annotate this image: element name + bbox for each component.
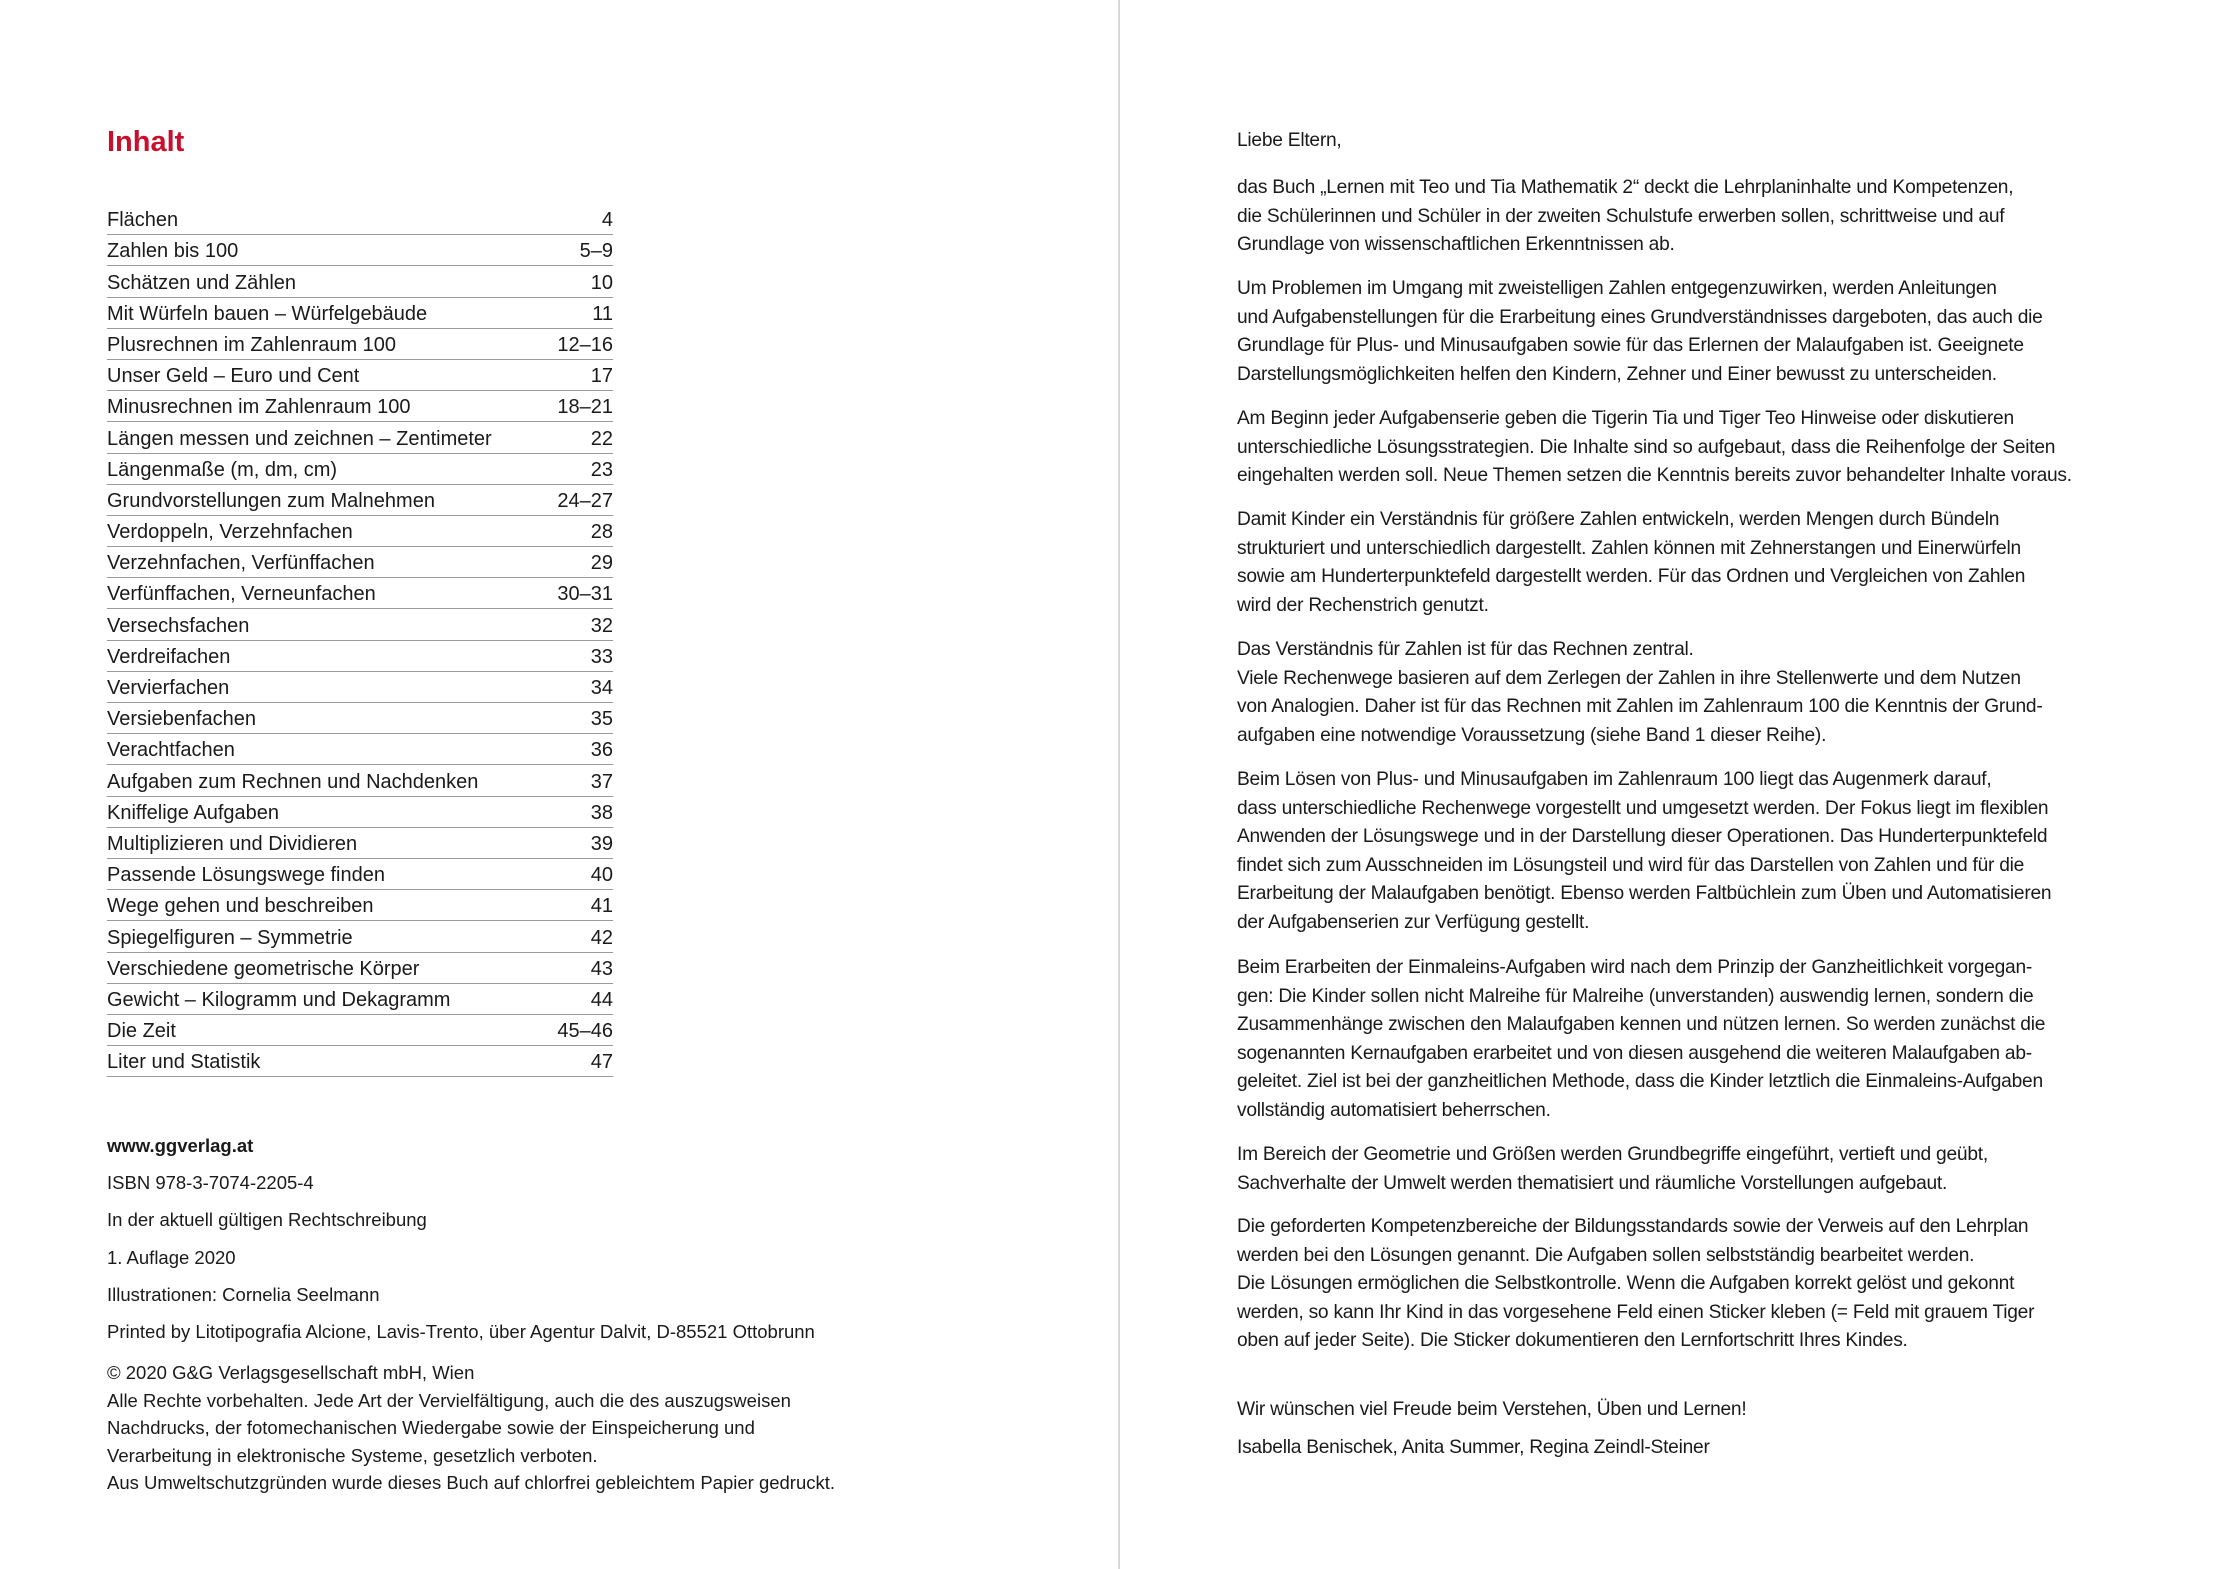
- table-of-contents: [107, 204, 613, 1077]
- toc-entry-page: 44: [590, 988, 613, 1011]
- toc-entry-page: 36: [590, 739, 613, 762]
- paragraph-line: aufgaben eine notwendige Voraussetzung (siehe Band 1 dieser Reihe).: [1237, 724, 1827, 746]
- authors: Isabella Benischek, Anita Summer, Regina Zeindl-Steiner: [1237, 1437, 1710, 1458]
- toc-entry-page: 5–9: [579, 240, 613, 263]
- toc-entry: [107, 204, 613, 235]
- toc-entry-page: 34: [590, 677, 613, 699]
- paragraph-line: Die Lösungen ermöglichen die Selbstkontrolle. Wenn die Aufgaben korrekt gelöst und gekonnt: [1237, 1273, 2015, 1295]
- letter-paragraph: [1237, 506, 2025, 620]
- spelling-note: In der aktuell gültigen Rechtschreibung: [107, 1209, 427, 1231]
- letter-paragraph: [1237, 405, 2072, 491]
- toc-entry-label: Grundvorstellungen zum Malnehmen: [107, 489, 435, 512]
- toc-entry-label: Verfünffachen, Verneunfachen: [107, 583, 376, 606]
- closing-line: Wir wünschen viel Freude beim Verstehen, Üben und Lernen!: [1237, 1399, 1747, 1420]
- paragraph-line: geleitet. Ziel ist bei der ganzheitlichen Methode, dass die Kinder letztlich die Einmaleins-Aufgaben: [1237, 1071, 2043, 1093]
- toc-entry-page: 43: [590, 957, 613, 980]
- paragraph-line: sogenannten Kernaufgaben erarbeitet und von diesen ausgehend die weiteren Malaufgaben ab-: [1237, 1042, 2032, 1064]
- letter-paragraph: [1237, 766, 2051, 938]
- toc-entry-page: 22: [590, 427, 613, 450]
- toc-entry-label: Gewicht – Kilogramm und Dekagramm: [107, 988, 451, 1011]
- paragraph-line: gen: Die Kinder sollen nicht Malreihe für Malreihe (unverstanden) auswendig lernen, sondern die: [1237, 985, 2034, 1007]
- toc-entry-label: Verzehnfachen, Verfünffachen: [107, 552, 375, 575]
- toc-entry-page: 33: [590, 645, 613, 668]
- toc-entry: [107, 1015, 613, 1046]
- paragraph-line: und Aufgabenstellungen für die Erarbeitung eines Grundverständnisses dargeboten, das auch die: [1237, 306, 2043, 328]
- toc-entry-label: Flächen: [107, 209, 179, 232]
- toc-entry: [107, 329, 613, 360]
- toc-entry-label: Wege gehen und beschreiben: [107, 895, 374, 918]
- printer-credit: Printed by Litotipografia Alcione, Lavis-Trento, über Agentur Dalvit, D-85521 Ottobrunn: [107, 1321, 815, 1343]
- toc-entry-page: 32: [590, 614, 613, 637]
- copyright-line: Nachdrucks, der fotomechanischen Wiedergabe sowie der Einspeicherung und: [107, 1417, 755, 1439]
- toc-entry: [107, 360, 613, 391]
- toc-entry: [107, 578, 613, 609]
- toc-entry: [107, 454, 613, 485]
- toc-entry-page: 42: [590, 926, 613, 949]
- toc-entry-page: 11: [592, 302, 613, 325]
- toc-entry-label: Multiplizieren und Dividieren: [107, 832, 358, 855]
- toc-entry: [107, 734, 613, 765]
- toc-entry-label: Liter und Statistik: [107, 1051, 261, 1074]
- toc-entry-page: 39: [590, 832, 613, 855]
- paragraph-line: wird der Rechenstrich genutzt.: [1237, 594, 1489, 616]
- paragraph-line: Grundlage für Plus- und Minusaufgaben sowie für das Erlernen der Malaufgaben ist. Geeignete: [1237, 335, 2024, 357]
- toc-entry: [107, 547, 613, 578]
- toc-entry: [107, 703, 613, 734]
- paragraph-line: Beim Lösen von Plus- und Minusaufgaben im Zahlenraum 100 liegt das Augenmerk darauf,: [1237, 769, 1992, 790]
- paragraph-line: unterschiedliche Lösungsstrategien. Die Inhalte sind so aufgebaut, dass die Reihenfolge der Seiten: [1237, 436, 2056, 458]
- toc-entry-page: 17: [590, 365, 613, 388]
- toc-entry-label: Aufgaben zum Rechnen und Nachdenken: [107, 770, 479, 793]
- letter-paragraph: [1237, 1141, 1988, 1198]
- toc-entry: [107, 298, 613, 329]
- paragraph-line: Darstellungsmöglichkeiten helfen den Kindern, Zehner und Einer bewusst zu unterscheiden.: [1237, 363, 1997, 385]
- toc-entry-page: 28: [590, 521, 613, 544]
- toc-entry-page: 23: [590, 458, 613, 481]
- toc-entry-page: 45–46: [557, 1020, 613, 1043]
- copyright-line: © 2020 G&G Verlagsgesellschaft mbH, Wien: [107, 1362, 475, 1384]
- toc-entry-label: Verschiedene geometrische Körper: [107, 957, 420, 980]
- letter-paragraph: [1237, 1213, 2034, 1356]
- toc-entry-label: Versiebenfachen: [107, 708, 257, 731]
- paragraph-line: Sachverhalte der Umwelt werden thematisiert und räumliche Vorstellungen aufgebaut.: [1237, 1172, 1948, 1194]
- paragraph-line: strukturiert und unterschiedlich dargestellt. Zahlen können mit Zehnerstangen und Einerwürfeln: [1237, 537, 2021, 559]
- toc-entry: [107, 953, 613, 984]
- toc-entry: [107, 235, 613, 266]
- paragraph-line: dass unterschiedliche Rechenwege vorgestellt und umgesetzt werden. Der Fokus liegt im flexiblen: [1237, 797, 2049, 819]
- toc-entry-label: Zahlen bis 100: [107, 240, 239, 263]
- copyright-line: Alle Rechte vorbehalten. Jede Art der Vervielfältigung, auch die des auszugsweisen: [107, 1389, 791, 1411]
- paragraph-line: Anwenden der Lösungswege und in der Darstellung dieser Operationen. Das Hunderterpunktefeld: [1237, 826, 2048, 848]
- toc-entry-page: 24–27: [557, 489, 613, 512]
- paragraph-line: Die geforderten Kompetenzbereiche der Bildungsstandards sowie der Verweis auf den Lehrplan: [1237, 1216, 2029, 1237]
- toc-entry-page: 40: [590, 864, 613, 887]
- toc-entry-label: Passende Lösungswege finden: [107, 864, 385, 887]
- toc-entry: [107, 609, 613, 640]
- letter-paragraph: [1237, 174, 2013, 260]
- toc-entry: [107, 921, 613, 952]
- toc-entry-page: 41: [590, 895, 613, 918]
- toc-entry-label: Vervierfachen: [107, 677, 230, 699]
- toc-entry-page: 12–16: [557, 333, 613, 356]
- edition: 1. Auflage 2020: [107, 1246, 236, 1268]
- toc-entry-label: Plusrechnen im Zahlenraum 100: [107, 333, 397, 356]
- toc-entry: [107, 890, 613, 921]
- toc-entry-label: Minusrechnen im Zahlenraum 100: [107, 396, 411, 419]
- paragraph-line: Im Bereich der Geometrie und Größen werden Grundbegriffe eingeführt, vertieft und geübt,: [1237, 1144, 1988, 1165]
- toc-entry-label: Die Zeit: [107, 1020, 176, 1043]
- toc-entry-label: Verdreifachen: [107, 645, 231, 668]
- toc-entry: [107, 797, 613, 828]
- toc-entry-label: Unser Geld – Euro und Cent: [107, 365, 360, 388]
- toc-entry: [107, 672, 613, 703]
- toc-entry-label: Verachtfachen: [107, 739, 235, 762]
- toc-entry-page: 38: [590, 801, 613, 824]
- paragraph-line: oben auf jeder Seite). Die Sticker dokumentieren den Lernfortschritt Ihres Kindes.: [1237, 1330, 1908, 1352]
- toc-entry-page: 10: [590, 271, 613, 294]
- toc-entry-page: 29: [590, 552, 613, 575]
- toc-entry-label: Längenmaße (m, dm, cm): [107, 458, 338, 481]
- toc-entry: [107, 859, 613, 890]
- paragraph-line: Beim Erarbeiten der Einmaleins-Aufgaben wird nach dem Prinzip der Ganzheitlichkeit vorgegan-: [1237, 957, 2033, 978]
- paragraph-line: werden bei den Lösungen genannt. Die Aufgaben sollen selbstständig bearbeitet werden.: [1237, 1244, 1975, 1266]
- toc-entry-label: Versechsfachen: [107, 614, 250, 637]
- toc-entry: [107, 984, 613, 1015]
- imprint: [107, 1127, 835, 1497]
- toc-entry: [107, 391, 613, 422]
- copyright-line: Verarbeitung in elektronische Systeme, gesetzlich verboten.: [107, 1444, 598, 1466]
- paragraph-line: Das Verständnis für Zahlen ist für das Rechnen zentral.: [1237, 639, 1694, 660]
- toc-entry-label: Mit Würfeln bauen – Würfelgebäude: [107, 302, 428, 325]
- toc-entry: [107, 485, 613, 516]
- paragraph-line: findet sich zum Ausschneiden im Lösungsteil und wird für das Darstellen von Zahlen und für die: [1237, 854, 2025, 876]
- paragraph-line: Am Beginn jeder Aufgabenserie geben die Tigerin Tia und Tiger Teo Hinweise oder diskutieren: [1237, 408, 2014, 429]
- salutation: Liebe Eltern,: [1237, 130, 1342, 151]
- paragraph-line: sowie am Hunderterpunktefeld dargestellt werden. Für das Ordnen und Vergleichen von Zahlen: [1237, 566, 2026, 588]
- toc-entry: [107, 1046, 613, 1077]
- toc-entry-label: Spiegelfiguren – Symmetrie: [107, 926, 353, 949]
- toc-entry: [107, 828, 613, 859]
- toc-entry-page: 35: [590, 708, 613, 731]
- paragraph-line: das Buch „Lernen mit Teo und Tia Mathematik 2“ deckt die Lehrplaninhalte und Kompetenzen,: [1237, 177, 2014, 198]
- toc-title: Inhalt: [107, 126, 185, 158]
- illustrations-credit: Illustrationen: Cornelia Seelmann: [107, 1283, 380, 1305]
- paragraph-line: der Aufgabenserien zur Verfügung gestellt.: [1237, 911, 1590, 933]
- paragraph-line: eingehalten werden soll. Neue Themen setzen die Kenntnis bereits zuvor behandelter Inhalte voraus.: [1237, 465, 2072, 487]
- letter-paragraph: [1237, 636, 2042, 750]
- paragraph-line: von Analogien. Daher ist für das Rechnen mit Zahlen im Zahlenraum 100 die Kenntnis der Grund-: [1237, 696, 2043, 718]
- toc-entry-label: Längen messen und zeichnen – Zentimeter: [107, 427, 492, 450]
- toc-entry-page: 18–21: [557, 396, 613, 419]
- paragraph-line: Viele Rechenwege basieren auf dem Zerlegen der Zahlen in ihre Stellenwerte und dem Nutzen: [1237, 667, 2021, 689]
- toc-entry-page: 4: [601, 209, 613, 232]
- toc-entry: [107, 765, 613, 796]
- paragraph-line: Damit Kinder ein Verständnis für größere Zahlen entwickeln, werden Mengen durch Bündeln: [1237, 509, 2000, 530]
- book-spine-divider: [1118, 0, 1120, 1569]
- isbn: ISBN 978-3-7074-2205-4: [107, 1172, 314, 1194]
- toc-entry: [107, 266, 613, 297]
- paragraph-line: die Schülerinnen und Schüler in der zweiten Schulstufe erwerben sollen, schrittweise und auf: [1237, 205, 2005, 227]
- paragraph-line: Grundlage von wissenschaftlichen Erkenntnissen ab.: [1237, 234, 1675, 256]
- paragraph-line: Zusammenhänge zwischen den Malaufgaben kennen und nützen lernen. So werden zunächst die: [1237, 1014, 2046, 1036]
- paragraph-line: Um Problemen im Umgang mit zweistelligen Zahlen entgegenzuwirken, werden Anleitungen: [1237, 278, 1997, 299]
- toc-entry: [107, 516, 613, 547]
- paragraph-line: werden, so kann Ihr Kind in das vorgesehene Feld einen Sticker kleben (= Feld mit grauem Tiger: [1237, 1301, 2035, 1323]
- toc-entry-label: Verdoppeln, Verzehnfachen: [107, 521, 353, 544]
- letter-paragraph: [1237, 275, 2043, 389]
- toc-entry-page: 47: [590, 1051, 613, 1074]
- toc-entry-label: Schätzen und Zählen: [107, 271, 297, 294]
- copyright-line: Aus Umweltschutzgründen wurde dieses Buch auf chlorfrei gebleichtem Papier gedruckt.: [107, 1472, 836, 1494]
- paragraph-line: vollständig automatisiert beherrschen.: [1237, 1099, 1551, 1121]
- toc-entry: [107, 641, 613, 672]
- paragraph-line: Erarbeitung der Malaufgaben benötigt. Ebenso werden Faltbüchlein zum Üben und Automatisieren: [1237, 883, 2052, 905]
- website-link[interactable]: www.ggverlag.at: [107, 1135, 254, 1156]
- toc-entry-page: 37: [590, 770, 613, 793]
- copyright-notice: [107, 1359, 835, 1497]
- toc-entry-label: Kniffelige Aufgaben: [107, 801, 280, 824]
- letter-paragraph: [1237, 954, 2045, 1126]
- toc-entry-page: 30–31: [557, 583, 613, 606]
- toc-entry: [107, 422, 613, 453]
